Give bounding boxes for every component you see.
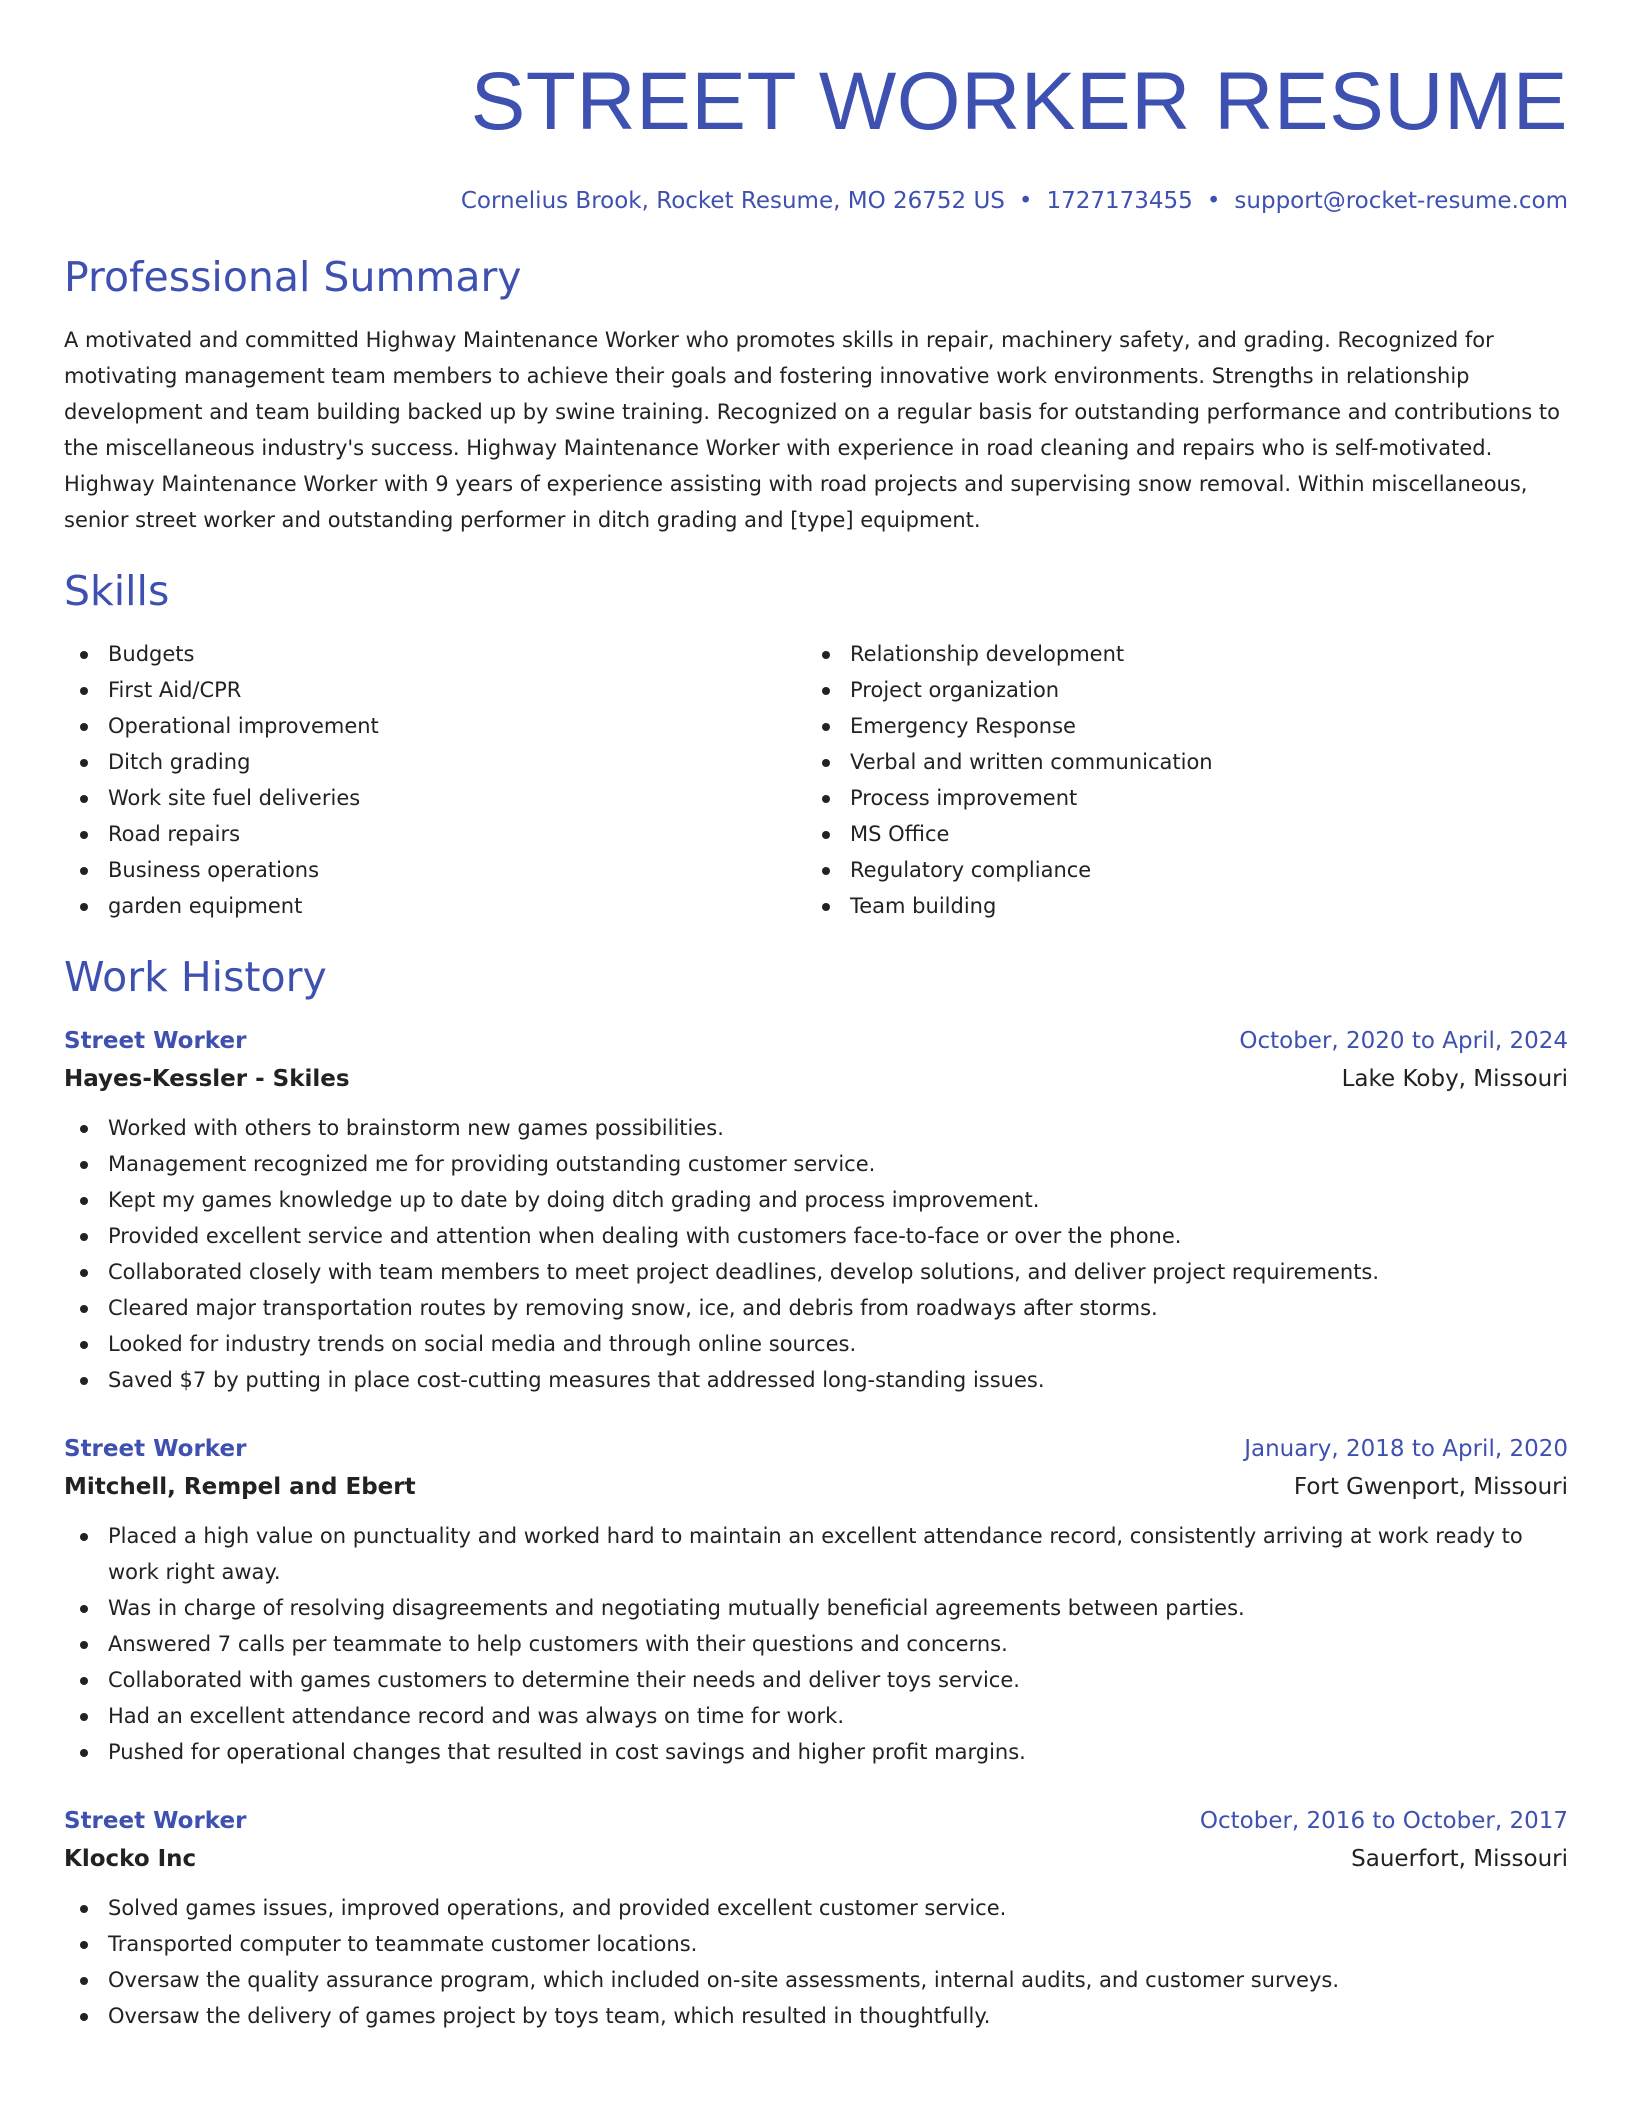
job-bullets	[64, 1518, 1568, 1770]
skills-column-right	[806, 636, 1548, 924]
job-company-row	[64, 1060, 1568, 1098]
job-dates: October, 2020 to April, 2024	[1239, 1028, 1568, 1054]
resume-title: STREET WORKER RESUME	[470, 56, 1568, 147]
skill-item: Project organization	[806, 672, 1548, 708]
job-location: Sauerfort, Missouri	[1351, 1846, 1568, 1872]
skill-item: Emergency Response	[806, 708, 1548, 744]
job-bullet: Oversaw the quality assurance program, which included on-site assessments, internal audits, and customer surveys.	[64, 1962, 1568, 1998]
contact-separator: •	[1206, 188, 1221, 214]
job-bullet: Management recognized me for providing outstanding customer service.	[64, 1146, 1568, 1182]
skill-item: Verbal and written communication	[806, 744, 1548, 780]
job-bullet: Had an excellent attendance record and was always on time for work.	[64, 1698, 1568, 1734]
job-bullet: Was in charge of resolving disagreements and negotiating mutually beneficial agreements between parties.	[64, 1590, 1568, 1626]
contact-line	[64, 186, 1568, 216]
skill-item: Regulatory compliance	[806, 852, 1548, 888]
skill-item: MS Office	[806, 816, 1548, 852]
job-company: Mitchell, Rempel and Ebert	[64, 1474, 416, 1500]
job-bullet: Worked with others to brainstorm new games possibilities.	[64, 1110, 1568, 1146]
contact-email: support@rocket-resume.com	[1234, 188, 1568, 214]
skill-item: Relationship development	[806, 636, 1548, 672]
job-bullets	[64, 1890, 1568, 2034]
skill-item: Work site fuel deliveries	[64, 780, 806, 816]
skill-item: garden equipment	[64, 888, 806, 924]
skill-item: Business operations	[64, 852, 806, 888]
skill-item: Ditch grading	[64, 744, 806, 780]
skill-item: Operational improvement	[64, 708, 806, 744]
contact-address: Cornelius Brook, Rocket Resume, MO 26752 US	[460, 188, 1005, 214]
skill-item: Road repairs	[64, 816, 806, 852]
job-location: Lake Koby, Missouri	[1341, 1066, 1568, 1092]
skills-heading: Skills	[64, 567, 170, 615]
job-bullet: Solved games issues, improved operations, and provided excellent customer service.	[64, 1890, 1568, 1926]
job-bullets	[64, 1110, 1568, 1398]
job-bullet: Collaborated with games customers to determine their needs and deliver toys service.	[64, 1662, 1568, 1698]
job-bullet: Looked for industry trends on social media and through online sources.	[64, 1326, 1568, 1362]
job-location: Fort Gwenport, Missouri	[1293, 1474, 1568, 1500]
job-title-row	[64, 1022, 1568, 1060]
job-bullet: Saved $7 by putting in place cost-cutting measures that addressed long-standing issues.	[64, 1362, 1568, 1398]
job-dates: October, 2016 to October, 2017	[1199, 1808, 1568, 1834]
job-company-row	[64, 1840, 1568, 1878]
job-entry	[64, 1430, 1568, 1770]
job-bullet: Provided excellent service and attention when dealing with customers face-to-face or over the phone.	[64, 1218, 1568, 1254]
contact-separator: •	[1018, 188, 1033, 214]
job-company: Klocko Inc	[64, 1846, 197, 1872]
summary-text: A motivated and committed Highway Maintenance Worker who promotes skills in repair, machinery safety, and grading. Recognized for motivating management team members to achieve their goals and fostering innovative work environments. Strengths in relationship development and team building backed up by swine training. Recognized on a regular basis for outstanding performance and contributions to the miscellaneous industry's success. Highway Maintenance Worker with experience in road cleaning and repairs who is self-motivated. Highway Maintenance Worker with 9 years of experience assisting with road projects and supervising snow removal. Within miscellaneous, senior street worker and outstanding performer in ditch grading and [type] equipment.	[64, 328, 1560, 532]
job-bullet: Kept my games knowledge up to date by doing ditch grading and process improvement.	[64, 1182, 1568, 1218]
skills-column-left	[64, 636, 806, 924]
job-bullet: Cleared major transportation routes by removing snow, ice, and debris from roadways after storms.	[64, 1290, 1568, 1326]
skill-item: First Aid/CPR	[64, 672, 806, 708]
job-title-row	[64, 1802, 1568, 1840]
job-title-row	[64, 1430, 1568, 1468]
work-history-heading: Work History	[64, 953, 327, 1001]
job-entry	[64, 1802, 1568, 2034]
job-bullet: Collaborated closely with team members to meet project deadlines, develop solutions, and deliver project requirements.	[64, 1254, 1568, 1290]
skill-item: Process improvement	[806, 780, 1548, 816]
job-company: Hayes-Kessler - Skiles	[64, 1066, 350, 1092]
job-bullet: Oversaw the delivery of games project by toys team, which resulted in thoughtfully.	[64, 1998, 1568, 2034]
contact-phone: 1727173455	[1046, 188, 1193, 214]
job-title: Street Worker	[64, 1808, 247, 1834]
skills-grid	[64, 636, 1568, 924]
job-title: Street Worker	[64, 1436, 247, 1462]
job-bullet: Answered 7 calls per teammate to help customers with their questions and concerns.	[64, 1626, 1568, 1662]
job-company-row	[64, 1468, 1568, 1506]
job-entry	[64, 1022, 1568, 1398]
skill-item: Budgets	[64, 636, 806, 672]
job-bullet: Placed a high value on punctuality and worked hard to maintain an excellent attendance record, consistently arriving at work ready to work right away.	[64, 1518, 1568, 1590]
job-dates: January, 2018 to April, 2020	[1244, 1436, 1568, 1462]
resume-page	[64, 0, 1568, 2034]
job-bullet: Pushed for operational changes that resulted in cost savings and higher profit margins.	[64, 1734, 1568, 1770]
summary-heading: Professional Summary	[64, 253, 522, 301]
job-title: Street Worker	[64, 1028, 247, 1054]
skill-item: Team building	[806, 888, 1548, 924]
job-bullet: Transported computer to teammate customer locations.	[64, 1926, 1568, 1962]
